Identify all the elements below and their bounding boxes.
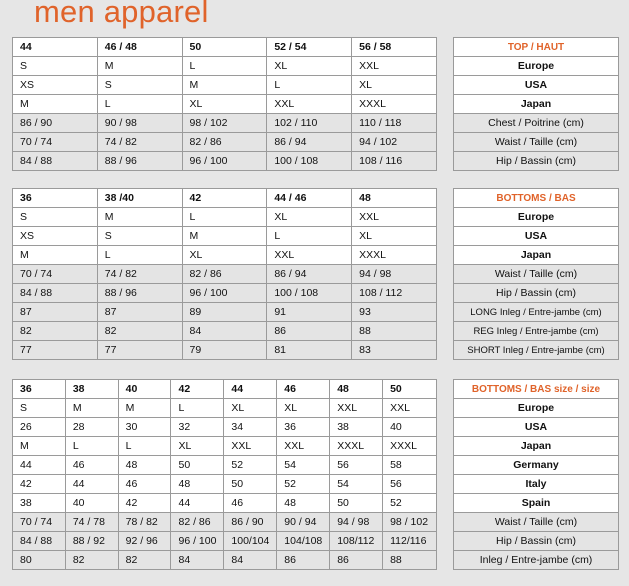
header-cell: 56 / 58 <box>352 38 437 57</box>
table-cell: S <box>97 76 182 95</box>
table-cell: XXL <box>352 208 437 227</box>
table-cell: 81 <box>267 341 352 360</box>
table-cell: 82 / 86 <box>171 513 224 532</box>
table-cell: XL <box>182 246 267 265</box>
header-cell: 44 / 46 <box>267 189 352 208</box>
table-cell: 92 / 96 <box>118 532 171 551</box>
label-row <box>454 284 619 303</box>
label-row <box>454 322 619 341</box>
table-row <box>13 114 437 133</box>
label-row <box>454 399 619 418</box>
table-cell: XXL <box>224 437 277 456</box>
table-cell: 36 <box>277 418 330 437</box>
table-row <box>13 57 437 76</box>
table-cell: 83 <box>352 341 437 360</box>
table-cell: 94 / 102 <box>352 133 437 152</box>
table-cell: 96 / 100 <box>171 532 224 551</box>
table-cell: L <box>267 227 352 246</box>
table-row <box>13 532 437 551</box>
table-cell: 28 <box>65 418 118 437</box>
header-cell: 44 <box>13 38 98 57</box>
table-cell: 56 <box>383 475 437 494</box>
table-cell: S <box>13 208 98 227</box>
table-row <box>13 322 437 341</box>
label-cell: Inleg / Entre-jambe (cm) <box>454 551 619 570</box>
header-cell: 50 <box>383 380 437 399</box>
table-cell: 44 <box>65 475 118 494</box>
header-cell: 46 <box>277 380 330 399</box>
label-cell: Japan <box>454 437 619 456</box>
table-cell: XL <box>267 208 352 227</box>
header-cell: 38 <box>65 380 118 399</box>
label-row <box>454 152 619 171</box>
label-cell: Europe <box>454 57 619 76</box>
label-row <box>454 57 619 76</box>
category-heading: BOTTOMS / BAS size / size <box>454 380 619 399</box>
tops-size-table <box>12 37 437 171</box>
table-cell: 87 <box>97 303 182 322</box>
table-cell: L <box>97 246 182 265</box>
label-row <box>454 227 619 246</box>
table-cell: 100 / 108 <box>267 152 352 171</box>
label-cell: Germany <box>454 456 619 475</box>
label-row <box>454 494 619 513</box>
table-cell: 48 <box>118 456 171 475</box>
header-cell: 44 <box>224 380 277 399</box>
label-row <box>454 114 619 133</box>
table-cell: M <box>65 399 118 418</box>
table-cell: 70 / 74 <box>13 513 66 532</box>
label-cell: Waist / Taille (cm) <box>454 133 619 152</box>
table-cell: 82 <box>65 551 118 570</box>
table-cell: XL <box>277 399 330 418</box>
label-row <box>454 475 619 494</box>
table-row <box>13 76 437 95</box>
header-cell: 42 <box>171 380 224 399</box>
table-cell: XXL <box>330 399 383 418</box>
table-cell: M <box>182 76 267 95</box>
table-row <box>13 284 437 303</box>
label-row <box>454 456 619 475</box>
table-header-row <box>13 189 437 208</box>
table-cell: M <box>13 437 66 456</box>
table-cell: 100/104 <box>224 532 277 551</box>
table-cell: M <box>97 57 182 76</box>
table-cell: 100 / 108 <box>267 284 352 303</box>
table-cell: 89 <box>182 303 267 322</box>
label-cell: LONG Inleg / Entre-jambe (cm) <box>454 303 619 322</box>
table-cell: 84 <box>171 551 224 570</box>
table-cell: XXXL <box>330 437 383 456</box>
label-cell: USA <box>454 76 619 95</box>
table-cell: 82 / 86 <box>182 265 267 284</box>
table-cell: XXXL <box>352 246 437 265</box>
table-cell: 80 <box>13 551 66 570</box>
table-cell: 38 <box>330 418 383 437</box>
label-cell: Italy <box>454 475 619 494</box>
table-cell: 82 <box>97 322 182 341</box>
table-cell: L <box>182 57 267 76</box>
table-cell: 44 <box>13 456 66 475</box>
label-row <box>454 265 619 284</box>
bottoms-label-table <box>453 188 619 360</box>
header-cell: 36 <box>13 189 98 208</box>
label-row <box>454 513 619 532</box>
table-cell: 112/116 <box>383 532 437 551</box>
table-cell: 77 <box>13 341 98 360</box>
table-cell: XXL <box>277 437 330 456</box>
table-cell: 48 <box>171 475 224 494</box>
table-cell: XL <box>267 57 352 76</box>
table-cell: XXL <box>383 399 437 418</box>
table-cell: 54 <box>330 475 383 494</box>
table-cell: XXXL <box>352 95 437 114</box>
label-header-row <box>454 380 619 399</box>
label-header-row <box>454 38 619 57</box>
label-row <box>454 551 619 570</box>
table-cell: 91 <box>267 303 352 322</box>
table-cell: M <box>118 399 171 418</box>
table-cell: 84 / 88 <box>13 532 66 551</box>
header-cell: 42 <box>182 189 267 208</box>
table-row <box>13 399 437 418</box>
table-cell: 86 / 90 <box>224 513 277 532</box>
table-cell: 108 / 112 <box>352 284 437 303</box>
table-header-row <box>13 38 437 57</box>
label-cell: USA <box>454 227 619 246</box>
table-cell: 88 <box>352 322 437 341</box>
table-cell: 40 <box>65 494 118 513</box>
table-cell: M <box>13 95 98 114</box>
table-row <box>13 456 437 475</box>
table-row <box>13 494 437 513</box>
table-cell: XXL <box>352 57 437 76</box>
table-cell: 42 <box>13 475 66 494</box>
table-cell: 82 <box>118 551 171 570</box>
table-cell: 84 / 88 <box>13 152 98 171</box>
table-cell: 70 / 74 <box>13 133 98 152</box>
header-cell: 52 / 54 <box>267 38 352 57</box>
table-cell: 34 <box>224 418 277 437</box>
table-cell: 50 <box>171 456 224 475</box>
table-cell: 82 <box>13 322 98 341</box>
table-row <box>13 152 437 171</box>
table-cell: M <box>13 246 98 265</box>
table-cell: L <box>65 437 118 456</box>
table-cell: L <box>182 208 267 227</box>
table-cell: XXL <box>267 95 352 114</box>
table-row <box>13 341 437 360</box>
table-cell: M <box>97 208 182 227</box>
table-cell: 26 <box>13 418 66 437</box>
table-cell: XL <box>352 227 437 246</box>
category-heading: BOTTOMS / BAS <box>454 189 619 208</box>
table-row <box>13 246 437 265</box>
table-cell: 74 / 78 <box>65 513 118 532</box>
table-cell: 56 <box>330 456 383 475</box>
table-row <box>13 95 437 114</box>
label-cell: Europe <box>454 208 619 227</box>
table-cell: 88 / 96 <box>97 284 182 303</box>
table-cell: M <box>182 227 267 246</box>
label-row <box>454 133 619 152</box>
label-cell: Hip / Bassin (cm) <box>454 284 619 303</box>
table-cell: 88 / 96 <box>97 152 182 171</box>
table-cell: 79 <box>182 341 267 360</box>
label-cell: Hip / Bassin (cm) <box>454 152 619 171</box>
bottoms-size-table <box>12 188 437 360</box>
table-cell: XS <box>13 76 98 95</box>
label-row <box>454 303 619 322</box>
table-cell: 82 / 86 <box>182 133 267 152</box>
table-row <box>13 265 437 284</box>
table-row <box>13 437 437 456</box>
label-row <box>454 532 619 551</box>
table-cell: 74 / 82 <box>97 265 182 284</box>
table-row <box>13 418 437 437</box>
table-cell: 32 <box>171 418 224 437</box>
table-cell: 86 / 94 <box>267 133 352 152</box>
category-heading: TOP / HAUT <box>454 38 619 57</box>
table-cell: 93 <box>352 303 437 322</box>
label-cell: REG Inleg / Entre-jambe (cm) <box>454 322 619 341</box>
table-cell: 48 <box>277 494 330 513</box>
table-cell: 108/112 <box>330 532 383 551</box>
table-row <box>13 303 437 322</box>
table-cell: 110 / 118 <box>352 114 437 133</box>
label-cell: Japan <box>454 246 619 265</box>
table-cell: 52 <box>277 475 330 494</box>
label-row <box>454 418 619 437</box>
tops-label-table <box>453 37 619 171</box>
table-cell: 30 <box>118 418 171 437</box>
label-cell: Europe <box>454 399 619 418</box>
table-cell: 50 <box>224 475 277 494</box>
table-cell: 102 / 110 <box>267 114 352 133</box>
table-cell: 52 <box>383 494 437 513</box>
table-cell: 96 / 100 <box>182 284 267 303</box>
table-cell: L <box>267 76 352 95</box>
table-cell: 84 <box>182 322 267 341</box>
table-cell: 78 / 82 <box>118 513 171 532</box>
table-cell: 70 / 74 <box>13 265 98 284</box>
table-cell: 38 <box>13 494 66 513</box>
label-row <box>454 341 619 360</box>
header-cell: 50 <box>182 38 267 57</box>
table-cell: 87 <box>13 303 98 322</box>
page-title: men apparel <box>34 0 209 29</box>
label-cell: Waist / Taille (cm) <box>454 513 619 532</box>
label-row <box>454 208 619 227</box>
table-cell: 96 / 100 <box>182 152 267 171</box>
table-cell: 58 <box>383 456 437 475</box>
table-cell: 84 <box>224 551 277 570</box>
bottoms-waist-size-table <box>12 379 437 570</box>
header-cell: 38 /40 <box>97 189 182 208</box>
header-cell: 48 <box>352 189 437 208</box>
label-cell: Waist / Taille (cm) <box>454 265 619 284</box>
table-row <box>13 551 437 570</box>
table-cell: 86 <box>277 551 330 570</box>
label-header-row <box>454 189 619 208</box>
header-cell: 36 <box>13 380 66 399</box>
table-cell: L <box>171 399 224 418</box>
table-cell: 74 / 82 <box>97 133 182 152</box>
table-cell: 46 <box>65 456 118 475</box>
table-cell: 98 / 102 <box>383 513 437 532</box>
table-cell: L <box>97 95 182 114</box>
table-row <box>13 208 437 227</box>
table-cell: 86 <box>267 322 352 341</box>
table-cell: 88 / 92 <box>65 532 118 551</box>
label-row <box>454 246 619 265</box>
table-cell: XL <box>352 76 437 95</box>
table-cell: 54 <box>277 456 330 475</box>
table-cell: 104/108 <box>277 532 330 551</box>
table-cell: 90 / 94 <box>277 513 330 532</box>
label-cell: Chest / Poitrine (cm) <box>454 114 619 133</box>
label-cell: Hip / Bassin (cm) <box>454 532 619 551</box>
table-cell: XS <box>13 227 98 246</box>
table-cell: 46 <box>118 475 171 494</box>
table-cell: 86 / 90 <box>13 114 98 133</box>
table-cell: XXXL <box>383 437 437 456</box>
table-cell: 84 / 88 <box>13 284 98 303</box>
header-cell: 48 <box>330 380 383 399</box>
label-cell: SHORT Inleg / Entre-jambe (cm) <box>454 341 619 360</box>
table-cell: 94 / 98 <box>330 513 383 532</box>
table-cell: 90 / 98 <box>97 114 182 133</box>
table-cell: 46 <box>224 494 277 513</box>
table-cell: 40 <box>383 418 437 437</box>
table-row <box>13 475 437 494</box>
table-row <box>13 133 437 152</box>
table-cell: XL <box>182 95 267 114</box>
table-cell: 50 <box>330 494 383 513</box>
table-cell: 94 / 98 <box>352 265 437 284</box>
table-cell: S <box>13 57 98 76</box>
table-cell: 52 <box>224 456 277 475</box>
table-cell: 86 <box>330 551 383 570</box>
label-row <box>454 76 619 95</box>
bottoms-size-label-table <box>453 379 619 570</box>
header-cell: 46 / 48 <box>97 38 182 57</box>
table-cell: 77 <box>97 341 182 360</box>
table-cell: S <box>13 399 66 418</box>
table-cell: S <box>97 227 182 246</box>
table-cell: XXL <box>267 246 352 265</box>
label-row <box>454 95 619 114</box>
table-header-row <box>13 380 437 399</box>
label-cell: Spain <box>454 494 619 513</box>
table-cell: 98 / 102 <box>182 114 267 133</box>
label-row <box>454 437 619 456</box>
header-cell: 40 <box>118 380 171 399</box>
table-cell: 86 / 94 <box>267 265 352 284</box>
table-cell: L <box>118 437 171 456</box>
table-cell: 44 <box>171 494 224 513</box>
table-cell: XL <box>224 399 277 418</box>
table-cell: 88 <box>383 551 437 570</box>
table-row <box>13 513 437 532</box>
table-row <box>13 227 437 246</box>
table-cell: XL <box>171 437 224 456</box>
label-cell: USA <box>454 418 619 437</box>
table-cell: 108 / 116 <box>352 152 437 171</box>
label-cell: Japan <box>454 95 619 114</box>
table-cell: 42 <box>118 494 171 513</box>
